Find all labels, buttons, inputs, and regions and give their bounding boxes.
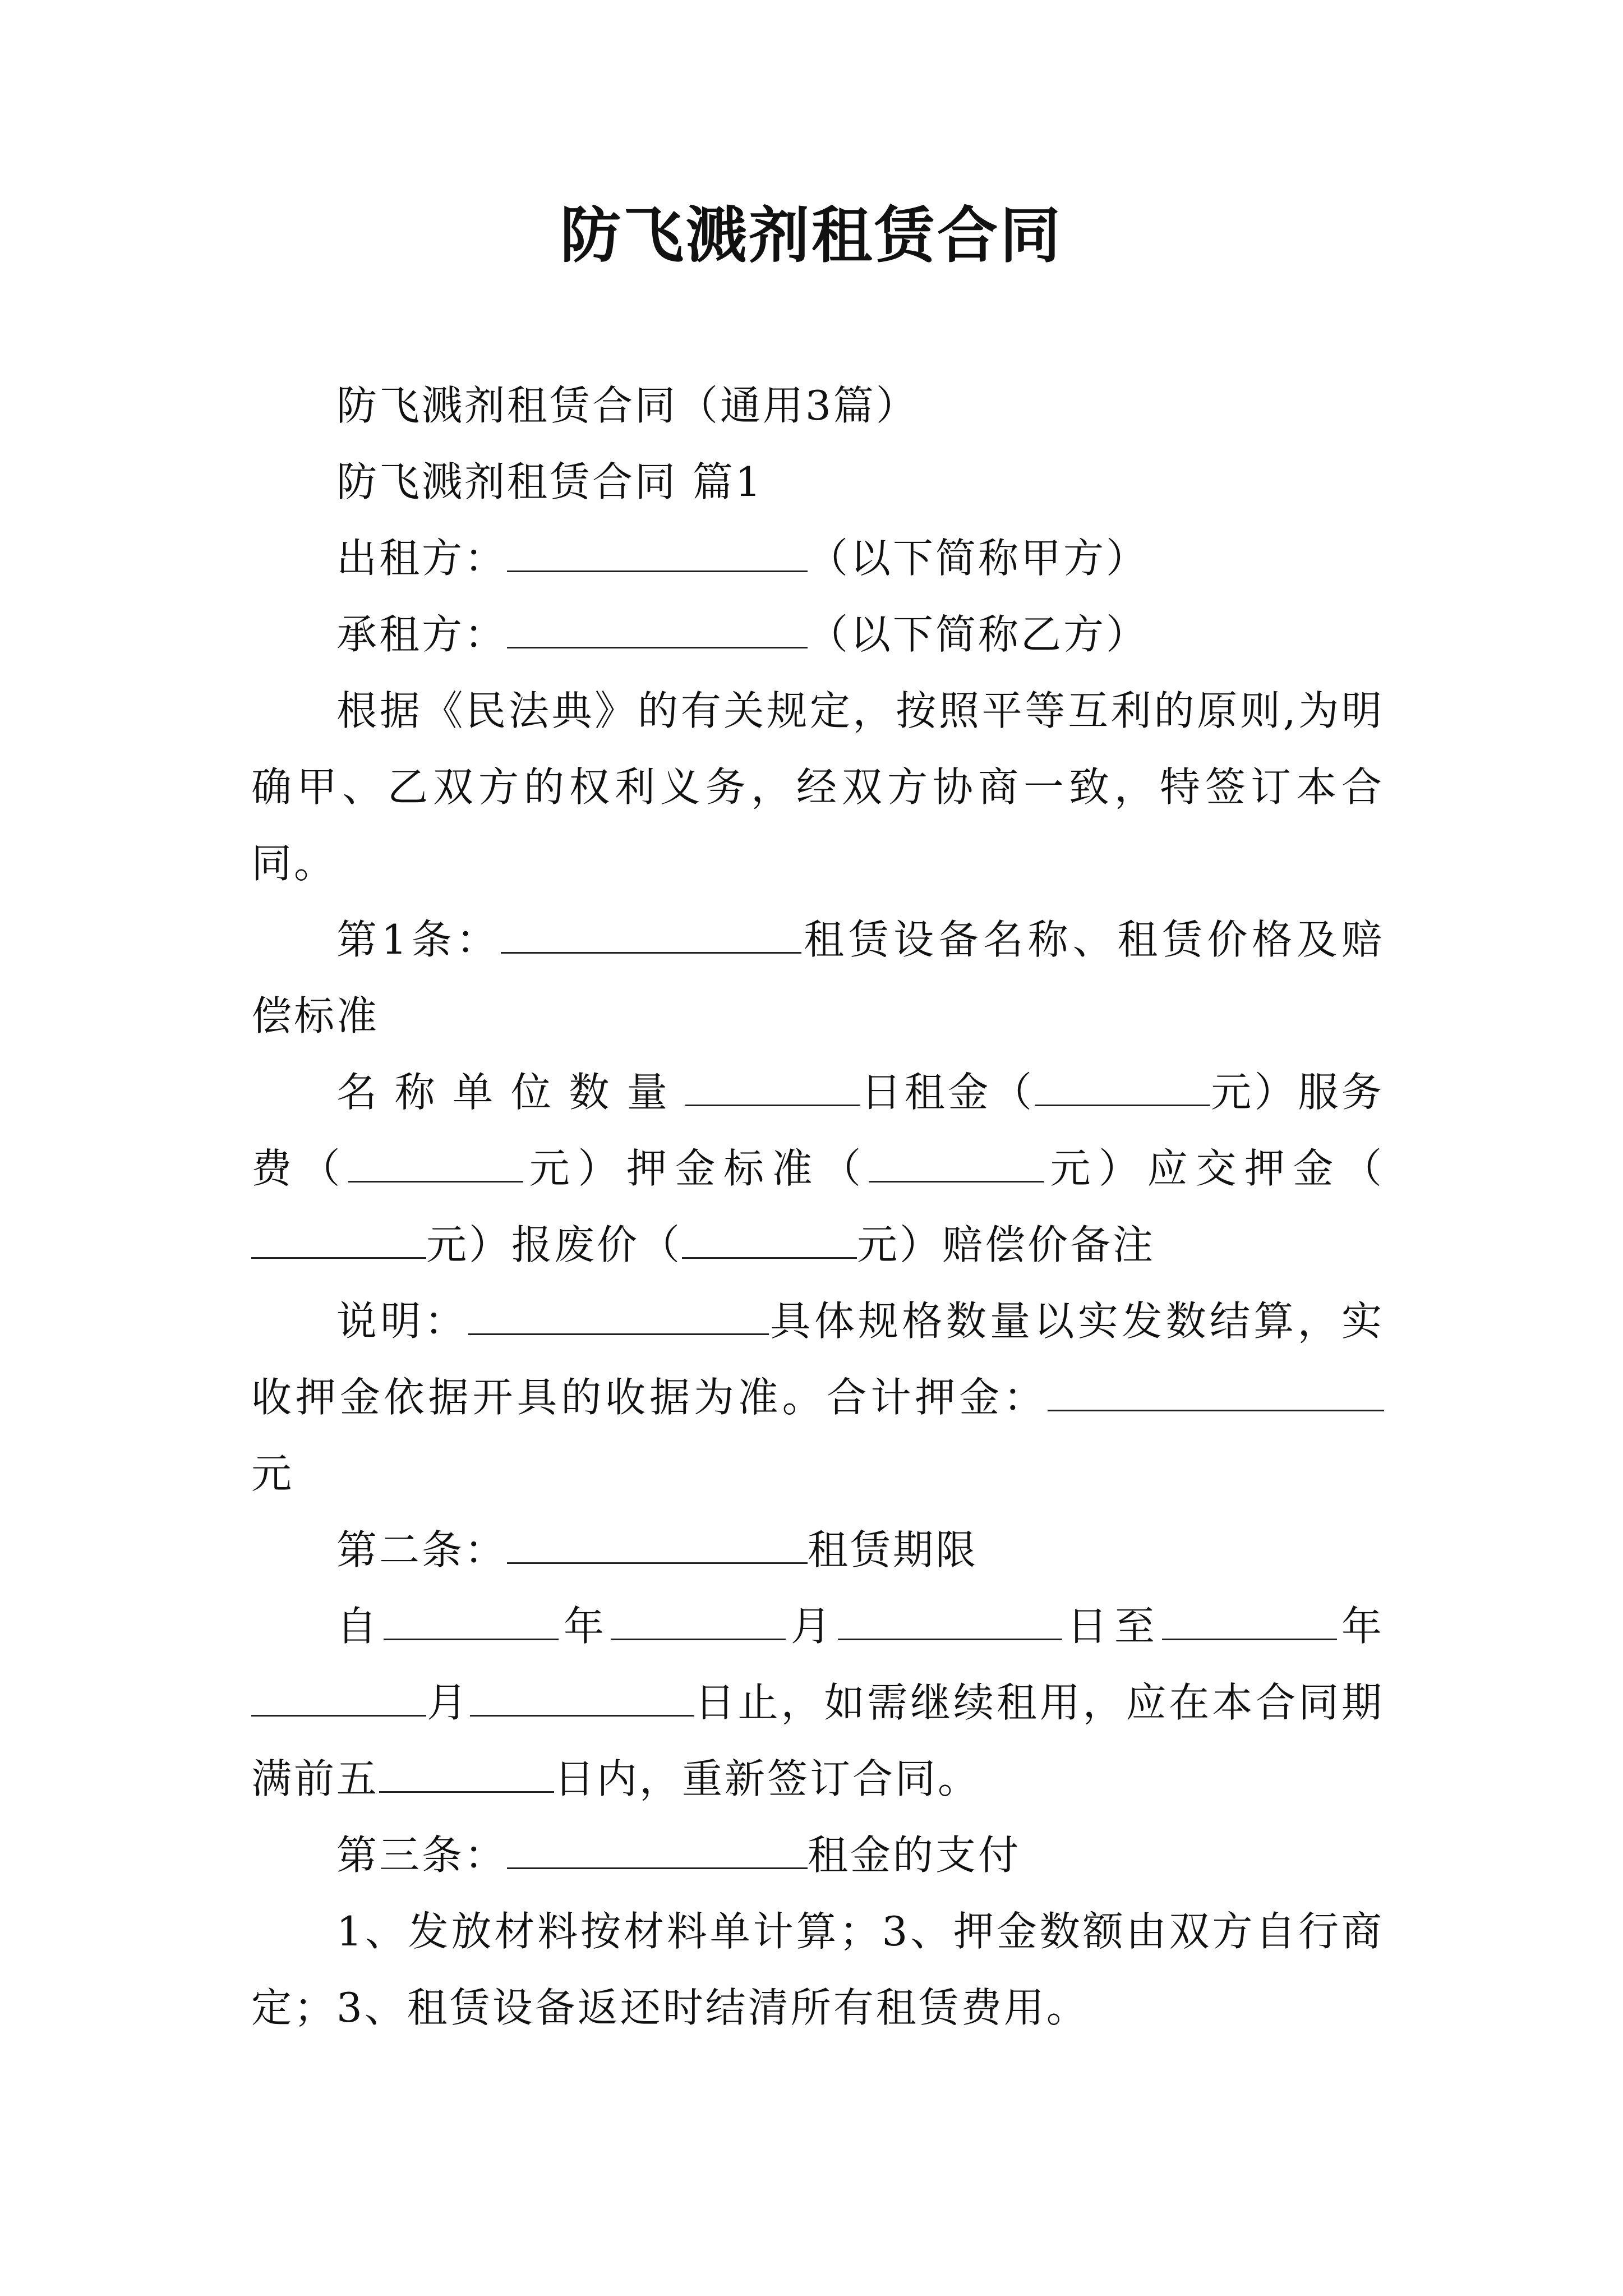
article-1-heading: 第1条： 租赁设备名称、租赁价格及赔偿标准 bbox=[251, 916, 1384, 1039]
start-year-blank[interactable] bbox=[384, 1605, 559, 1640]
items-paragraph: 名称单位数量 日租金（ 元）服务费（ 元）押金标准（ 元）应交押金（元）报废价（ 元）赔偿价备注 bbox=[251, 1069, 1384, 1268]
total-deposit-blank[interactable] bbox=[1048, 1376, 1384, 1411]
section-heading: 防飞溅剂租赁合同 篇1 bbox=[336, 458, 763, 505]
note-paragraph: 说明： 具体规格数量以实发数结算，实收押金依据开具的收据为准。合计押金：元 bbox=[251, 1297, 1384, 1497]
article-3-heading: 第三条： 租金的支付 bbox=[336, 1832, 1021, 1879]
preamble-paragraph: 根据《民法典》的有关规定，按照平等互利的原则,为明确甲、乙双方的权利义务，经双方协商一致，特签订本合同。 bbox=[251, 687, 1384, 887]
deposit-due-blank[interactable] bbox=[251, 1223, 426, 1259]
service-fee-blank[interactable] bbox=[348, 1147, 523, 1182]
start-day-blank[interactable] bbox=[838, 1605, 1062, 1640]
quantity-blank[interactable] bbox=[685, 1071, 860, 1106]
renew-days-blank[interactable] bbox=[379, 1757, 554, 1793]
daily-rent-blank[interactable] bbox=[1035, 1071, 1210, 1106]
article-2-blank[interactable] bbox=[507, 1529, 808, 1564]
document-title: 防飞溅剂租赁合同 bbox=[560, 200, 1063, 271]
scrap-price-blank[interactable] bbox=[682, 1223, 857, 1259]
end-month-blank[interactable] bbox=[251, 1681, 426, 1717]
document-body bbox=[251, 367, 1384, 2046]
article-1-blank[interactable] bbox=[501, 918, 801, 954]
lessee-line: 承租方： （以下简称乙方） bbox=[336, 611, 1149, 658]
start-month-blank[interactable] bbox=[611, 1605, 786, 1640]
deposit-standard-blank[interactable] bbox=[869, 1147, 1044, 1182]
note-blank[interactable] bbox=[468, 1300, 769, 1335]
lessor-line: 出租方： （以下简称甲方） bbox=[336, 535, 1149, 582]
lessor-blank[interactable] bbox=[507, 537, 808, 572]
term-paragraph: 自 年 月 日至 年月 日止，如需继续租用，应在本合同期满前五 日内，重新签订合同。 bbox=[251, 1603, 1384, 1802]
end-year-blank[interactable] bbox=[1162, 1605, 1337, 1640]
article-2-heading: 第二条： 租赁期限 bbox=[336, 1526, 979, 1573]
end-day-blank[interactable] bbox=[470, 1681, 694, 1717]
document-subtitle: 防飞溅剂租赁合同（通用3篇） bbox=[336, 382, 919, 429]
article-3-blank[interactable] bbox=[507, 1834, 808, 1869]
payment-paragraph: 1、发放材料按材料单计算；3、押金数额由双方自行商定；3、租赁设备返还时结清所有租赁费用。 bbox=[251, 1908, 1384, 2031]
lessee-blank[interactable] bbox=[507, 613, 808, 648]
